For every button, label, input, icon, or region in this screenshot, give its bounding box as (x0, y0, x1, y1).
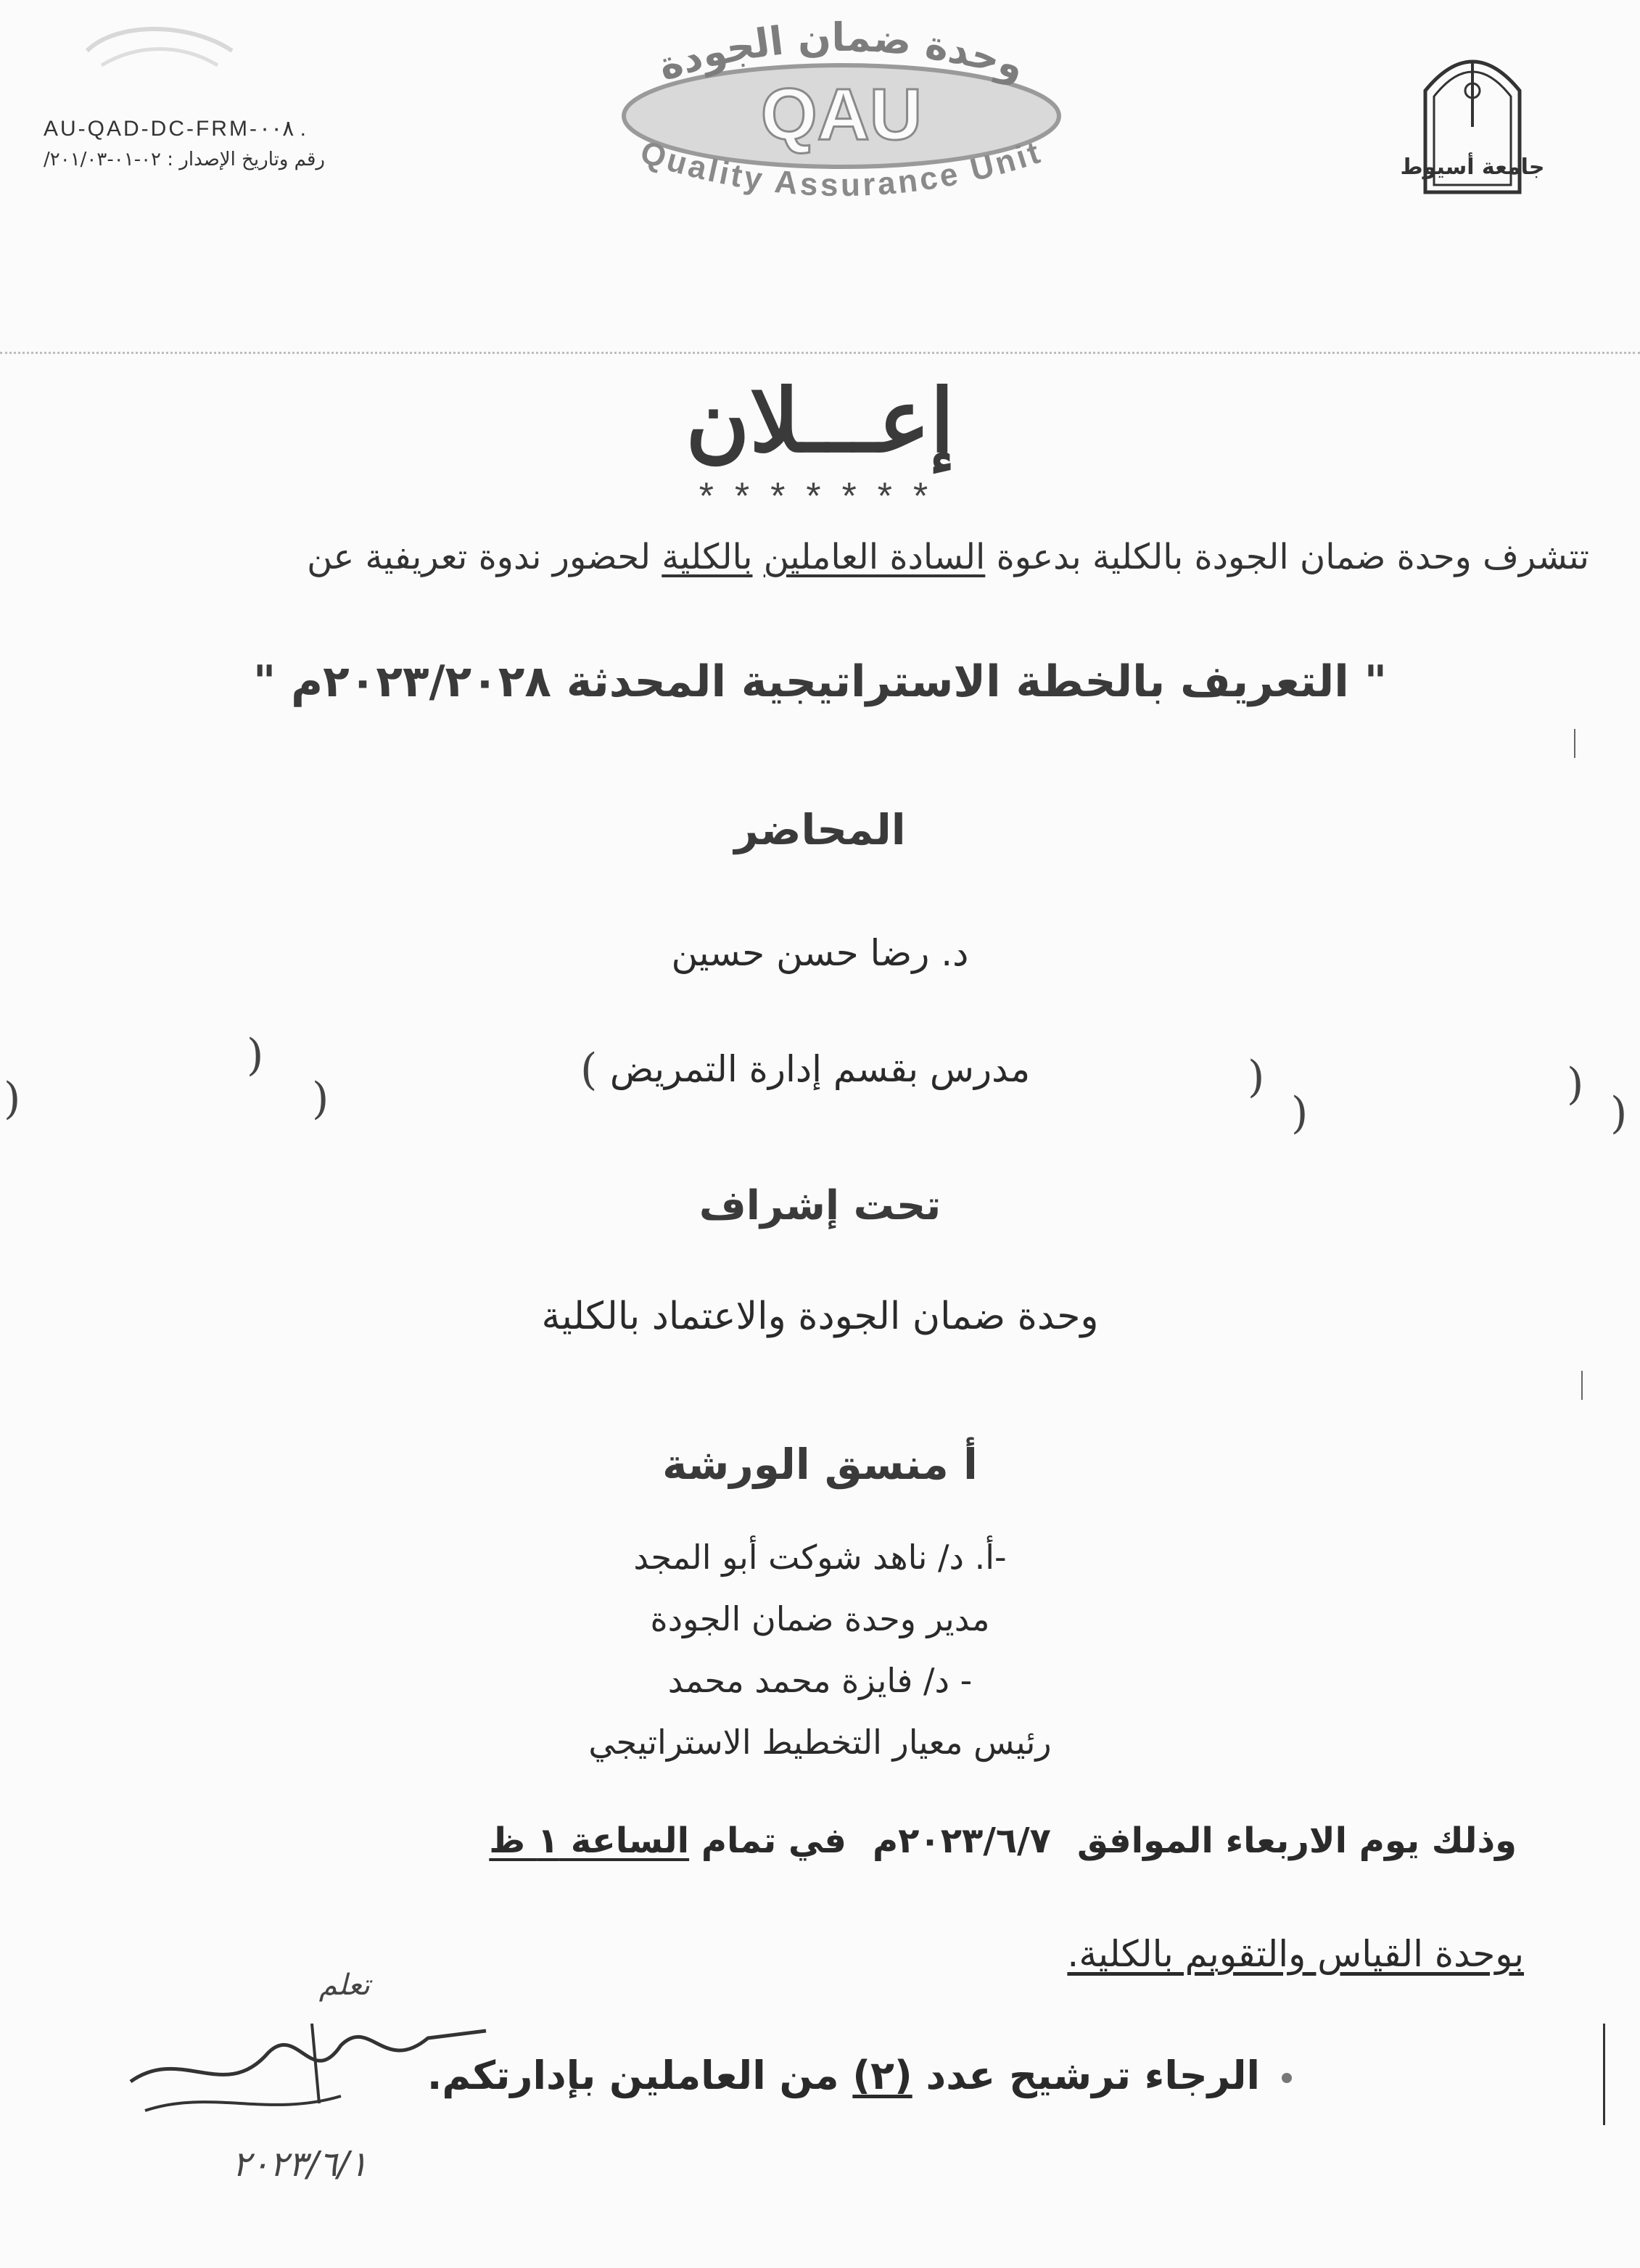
invitation-underlined-staff: السادة العاملين (763, 537, 986, 577)
logo-arabic-text: وحدة ضمان الجودة (652, 15, 1031, 90)
supervision-unit: وحدة ضمان الجودة والاعتماد بالكلية (541, 1295, 1099, 1338)
seminar-topic: " التعريف بالخطة الاستراتيجية المحدثة ٢٠٢٣/٢٠٢٨م " (252, 656, 1388, 707)
announcement-title: إعـــلان (685, 370, 955, 472)
note-count: (٢) (852, 2053, 912, 2098)
scan-mark: ) (1248, 1052, 1265, 1102)
coordinators-heading: أ منسق الورشة (662, 1440, 978, 1489)
logo-abbr-text: QAU (760, 74, 923, 155)
seal-text: جامعة أسيوط (1400, 154, 1545, 180)
scan-mark: ) (312, 1073, 329, 1124)
signature-date: ٢٠٢٣/٦/١ (232, 2144, 368, 2185)
logo-english-text: Quality Assurance Unit (636, 133, 1047, 204)
stars-divider: ******* (695, 479, 945, 521)
margin-mark (1581, 1371, 1583, 1400)
scan-mark: ( (580, 1044, 598, 1095)
signature-note: تعلم (318, 1968, 370, 2002)
form-code: AU-QAD-DC-FRM-٠٠٨ . (44, 117, 306, 141)
note-part-end: من العاملين بإدارتكم. (427, 2053, 853, 2098)
lecturer-name: د. رضا حسن حسين (671, 932, 969, 974)
faded-stamp-mark (73, 7, 247, 87)
supervision-heading: تحت إشراف (699, 1182, 941, 1229)
margin-mark (1603, 2024, 1605, 2125)
schedule-line (489, 1820, 1517, 1861)
invitation-underlined-faculty: بالكلية (662, 537, 753, 577)
bullet-dot (1282, 2073, 1292, 2083)
university-seal (1400, 40, 1545, 199)
schedule-time-intro: في تمام (689, 1820, 846, 1861)
note-part: الرجاء ترشيح عدد (912, 2053, 1260, 2098)
header-divider (0, 352, 1640, 354)
schedule-day: وذلك يوم الاربعاء الموافق (1076, 1820, 1517, 1861)
handwritten-signature (123, 1937, 500, 2227)
invitation-text (307, 537, 1589, 577)
lecturer-title: مدرس بقسم إدارة التمريض (609, 1048, 1031, 1090)
scan-mark: ) (1291, 1088, 1309, 1139)
coordinator-name: -أ. د/ ناهد شوكت أبو المجد (633, 1538, 1007, 1577)
scan-mark: ) (4, 1073, 21, 1124)
issue-number-date: رقم وتاريخ الإصدار : ٠٢-٠١-٢٠١/٠٣/ (44, 149, 325, 170)
invitation-part: تتشرف وحدة ضمان الجودة بالكلية بدعوة (985, 537, 1589, 577)
lecturer-heading: المحاضر (734, 805, 906, 854)
scan-mark: ) (1610, 1088, 1628, 1139)
coordinator-name: - د/ فايزة محمد محمد (667, 1661, 973, 1700)
schedule-time: الساعة ١ ظ (489, 1820, 690, 1861)
nomination-note (427, 2053, 1292, 2098)
qau-logo (566, 15, 1117, 210)
schedule-date: ٢٠٢٣/٦/٧م (872, 1820, 1051, 1861)
scan-mark: ) (247, 1030, 264, 1081)
invitation-part-end: لحضور ندوة تعريفية عن (307, 537, 662, 577)
invitation-space (753, 537, 764, 577)
margin-mark (1574, 729, 1575, 758)
coordinator-title: مدير وحدة ضمان الجودة (650, 1599, 990, 1638)
scan-mark: ) (1567, 1059, 1584, 1110)
coordinator-title: رئيس معيار التخطيط الاستراتيجي (588, 1723, 1052, 1762)
department-line: بوحدة القياس والتقويم بالكلية. (1067, 1933, 1524, 1975)
